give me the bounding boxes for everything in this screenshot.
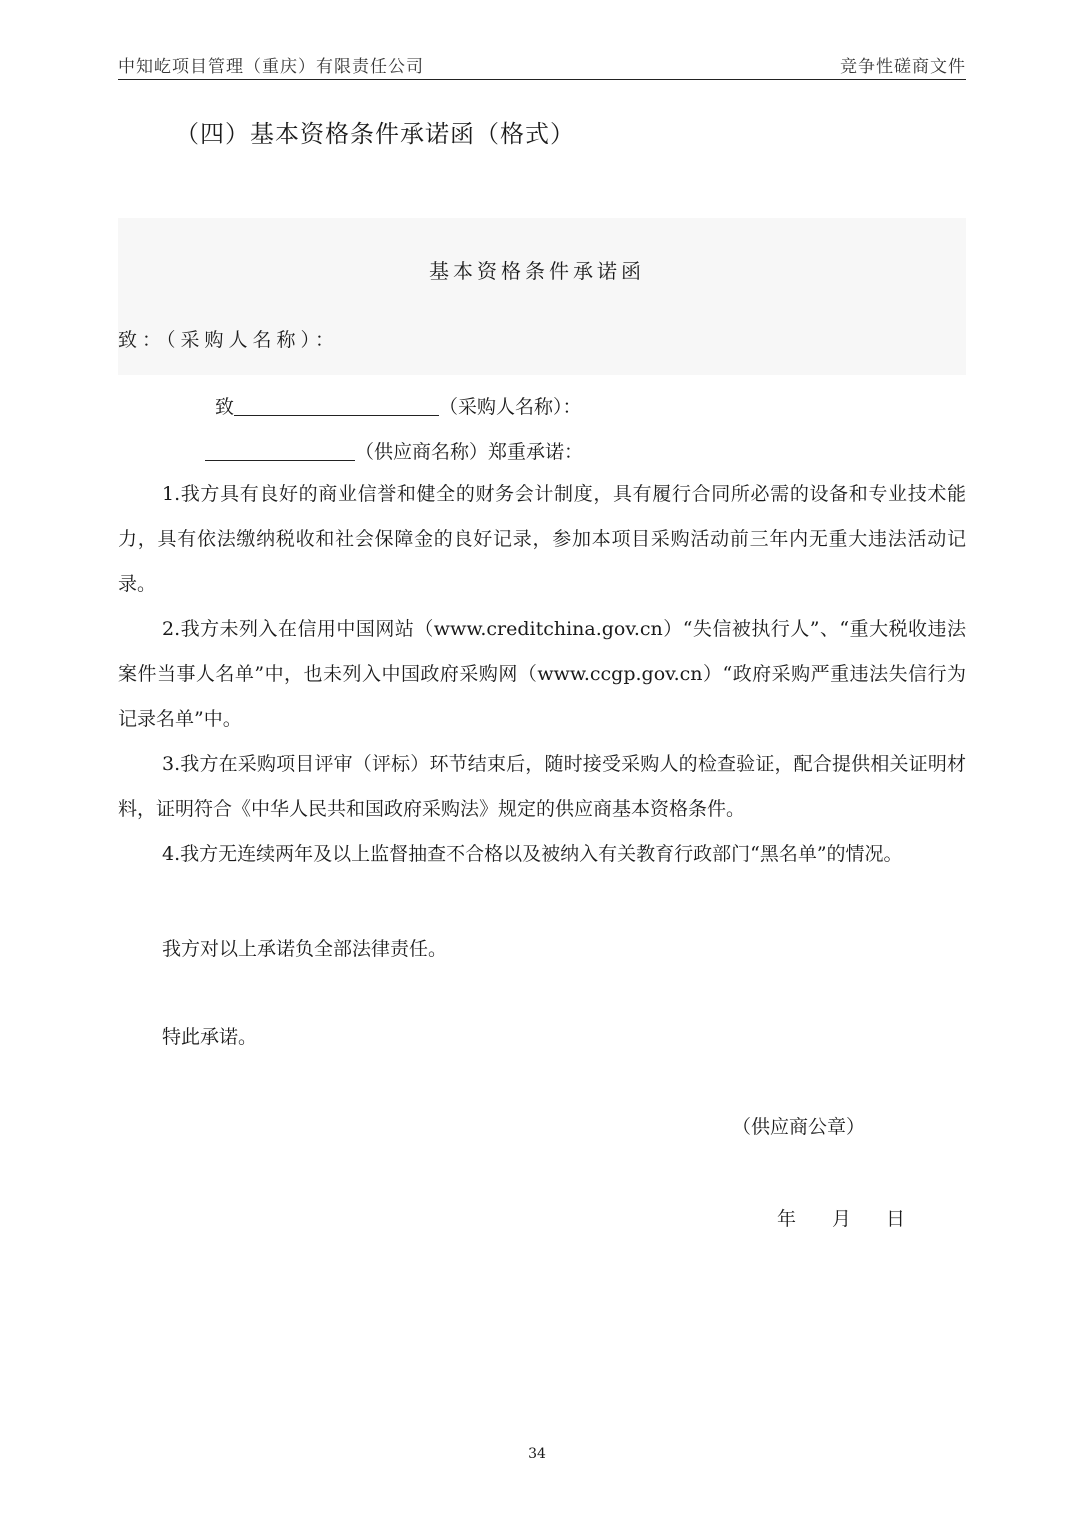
commitment-item-3: 3.我方在采购项目评审（评标）环节结束后，随时接受采购人的检查验证，配合提供相关证明材料，证明符合《中华人民共和国政府采购法》规定的供应商基本资格条件。	[118, 753, 966, 820]
addressee-prefix: 致	[215, 396, 235, 418]
supplier-suffix: （供应商名称）郑重承诺：	[355, 441, 584, 463]
supplier-line	[205, 437, 583, 464]
closing-statement: 特此承诺。	[162, 1026, 258, 1048]
purchaser-name-blank[interactable]	[234, 396, 439, 416]
page-number: 34	[528, 1446, 546, 1462]
commitment-item-2: 2.我方未列入在信用中国网站（www.creditchina.gov.cn）“失信被执行人”、“重大税收违法案件当事人名单”中，也未列入中国政府采购网（www.ccgp.gov.cn）“政府采购严重违法失信行为记录名单”中。	[118, 618, 966, 730]
date-year: 年	[777, 1208, 797, 1230]
section-title: （四）基本资格条件承诺函（格式）	[175, 120, 575, 148]
addressee-line	[215, 392, 582, 419]
header-doc-type: 竞争性磋商文件	[840, 57, 966, 77]
date-day: 日	[886, 1208, 906, 1230]
commitment-item-4: 4.我方无连续两年及以上监督抽查不合格以及被纳入有关教育行政部门“黑名单”的情况。	[162, 843, 903, 865]
letter-title: 基本资格条件承诺函	[429, 259, 645, 283]
supplier-seal: （供应商公章）	[732, 1116, 866, 1138]
commitment-item-1: 1.我方具有良好的商业信誉和健全的财务会计制度，具有履行合同所必需的设备和专业技术能力，具有依法缴纳税收和社会保障金的良好记录，参加本项目采购活动前三年内无重大违法活动记录。	[118, 483, 966, 595]
letter-addressee: 致：（采购人名称）：	[118, 329, 340, 351]
responsibility-statement: 我方对以上承诺负全部法律责任。	[162, 938, 448, 960]
header-company: 中知屹项目管理（重庆）有限责任公司	[118, 57, 424, 77]
header-divider	[118, 79, 966, 80]
addressee-suffix: （采购人名称）：	[439, 396, 582, 418]
supplier-name-blank[interactable]	[205, 441, 355, 461]
date-month: 月	[832, 1208, 852, 1230]
